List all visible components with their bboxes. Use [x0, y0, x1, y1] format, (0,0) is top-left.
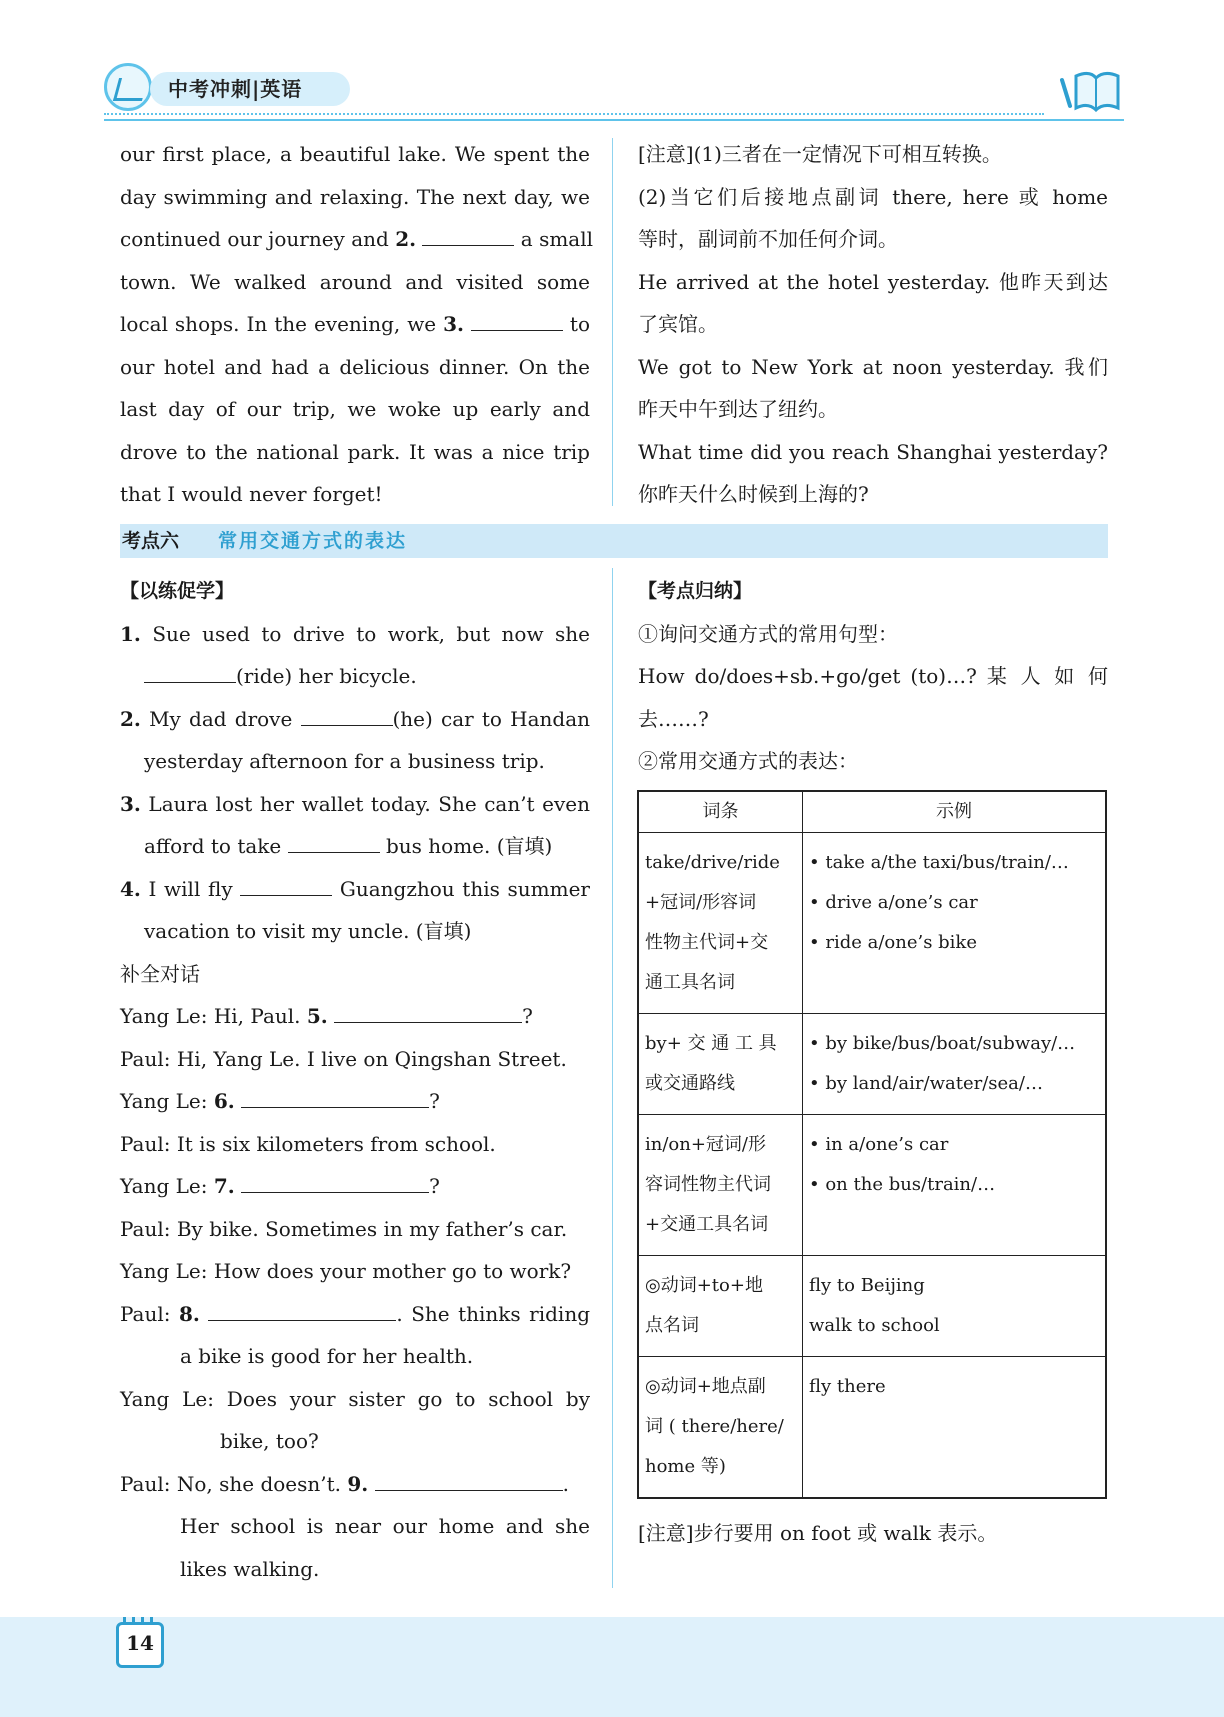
dialog-line: Paul: It is six kilometers from school. [120, 1131, 496, 1156]
answer-blank[interactable] [144, 660, 236, 683]
section-number: 考点六 [122, 530, 180, 552]
note-line: We got to New York at noon yesterday. 我们 [638, 354, 1108, 379]
table-row [639, 1013, 1105, 1114]
table-cell-example: • by bike/bus/boat/subway/… • by land/air/water/sea/… [809, 1033, 1076, 1094]
passage-line: local shops. In the evening, we 3. to [120, 303, 590, 346]
table-row [639, 1356, 1105, 1497]
header-rule [104, 119, 1124, 121]
summary-line: ①询问交通方式的常用句型： [638, 621, 898, 646]
passage-line: last day of our trip, we woke up early and [120, 397, 590, 421]
page-footer [0, 1617, 1224, 1717]
answer-blank[interactable] [240, 873, 332, 896]
answer-blank[interactable] [241, 1085, 429, 1108]
dialog-line: Yang Le: Does your sister go to school by [120, 1386, 590, 1411]
table-row [639, 832, 1105, 1013]
page-number: 14 [126, 1631, 154, 1655]
question-2: 2. My dad drove (he) car to Handan [120, 698, 590, 741]
section-title: 常用交通方式的表达 [218, 530, 408, 552]
dialog-line: Paul: 8. . She thinks riding [120, 1293, 590, 1336]
dialog-line-cont: likes walking. [180, 1556, 320, 1581]
passage-line: continued our journey and 2. a small [120, 218, 590, 261]
note-line: 等时，副词前不加任何介词。 [638, 227, 898, 251]
dialog-line: Paul: Hi, Yang Le. I live on Qingshan Street. [120, 1046, 567, 1071]
passage-line: town. We walked around and visited some [120, 269, 590, 294]
dialog-line: Paul: By bike. Sometimes in my father’s car. [120, 1216, 568, 1241]
column-divider-top [612, 138, 613, 506]
table-header-row [639, 792, 1105, 832]
table-header-cell: 示例 [936, 801, 972, 822]
table-row [639, 1255, 1105, 1356]
table-cell-term: ◎动词+地点副 词 ( there/here/ home 等) [639, 1357, 803, 1497]
summary-note [638, 1512, 1108, 1555]
note-line: (2)当它们后接地点副词 there, here 或 home [638, 184, 1108, 209]
header-dotted-rule [104, 113, 1044, 115]
table-cell-term: take/drive/ride +冠词/形容词 性物主代词+交 通工具名词 [639, 833, 803, 1013]
summary-section [638, 570, 1108, 783]
table-cell-term: in/on+冠词/形 容词性物主代词 +交通工具名词 [639, 1115, 803, 1255]
note-line: [注意](1)三者在一定情况下可相互转换。 [638, 142, 1002, 166]
dialog-line-cont: bike, too? [220, 1429, 319, 1453]
note-line: What time did you reach Shanghai yesterday? [638, 439, 1108, 464]
answer-blank[interactable] [208, 1298, 396, 1321]
question-3-cont: afford to take bus home. (盲填) [120, 825, 590, 868]
calendar-rings-icon [123, 1617, 159, 1625]
passage-line: that I would never forget! [120, 482, 383, 506]
summary-note-line: [注意]步行要用 on foot 或 walk 表示。 [638, 1521, 998, 1545]
column-divider-bottom [612, 568, 613, 1588]
page-header [0, 0, 1224, 130]
answer-blank[interactable] [301, 703, 393, 726]
dialog-line-cont: a bike is good for her health. [180, 1344, 474, 1368]
table-cell-example: • in a/one’s car • on the bus/train/… [809, 1134, 996, 1195]
note-text [638, 133, 1108, 516]
answer-blank[interactable] [241, 1170, 429, 1193]
question-1: 1. Sue used to drive to work, but now she [120, 621, 590, 646]
question-1-cont: (ride) her bicycle. [120, 655, 590, 698]
note-line: 你昨天什么时候到上海的? [638, 482, 869, 506]
answer-blank[interactable] [288, 830, 380, 853]
summary-heading: 【考点归纳】 [638, 580, 753, 602]
practice-section [120, 570, 590, 1590]
publisher-logo [104, 63, 152, 111]
passage-line: our hotel and had a delicious dinner. On the [120, 354, 590, 379]
open-book-icon [1058, 70, 1120, 114]
table-cell-example: • take a/the taxi/bus/train/… • drive a/one’s car • ride a/one’s bike [809, 852, 1069, 953]
passage-text [120, 133, 594, 516]
question-4: 4. I will fly Guangzhou this summer [120, 868, 590, 911]
dialog-heading: 补全对话 [120, 961, 200, 986]
dialog-line-cont: Her school is near our home and she [180, 1514, 590, 1538]
table-header-cell: 词条 [639, 792, 803, 832]
answer-blank[interactable] [334, 1000, 522, 1023]
passage-line: day swimming and relaxing. The next day, we [120, 184, 590, 209]
note-line: He arrived at the hotel yesterday. 他昨天到达 [638, 269, 1108, 294]
summary-line: 去……? [638, 706, 709, 731]
table-cell-term: ◎动词+to+地 点名词 [639, 1256, 803, 1356]
summary-line: How do/does+sb.+go/get (to)…? 某 人 如 何 [638, 664, 1108, 688]
answer-blank[interactable] [422, 223, 514, 246]
question-2-cont: yesterday afternoon for a business trip. [144, 749, 545, 773]
dialog-line: Yang Le: How does your mother go to work? [120, 1259, 572, 1283]
dialog-line: Yang Le: 6. ? [120, 1080, 590, 1123]
table-cell-term: by+ 交 通 工 具 或交通路线 [639, 1014, 803, 1114]
passage-line: drove to the national park. It was a nice trip [120, 439, 590, 464]
dialog-line: Yang Le: Hi, Paul. 5. ? [120, 995, 590, 1038]
table-cell-example: fly to Beijing walk to school [809, 1275, 940, 1336]
note-line: 了宾馆。 [638, 312, 718, 336]
note-line: 昨天中午到达了纽约。 [638, 397, 838, 421]
question-4-cont: vacation to visit my uncle. (盲填) [144, 919, 472, 943]
header-title: 中考冲刺|英语 [168, 77, 303, 101]
table-cell-example: fly there [809, 1376, 886, 1397]
table-row [639, 1114, 1105, 1255]
answer-blank[interactable] [471, 308, 563, 331]
summary-line: ②常用交通方式的表达： [638, 749, 858, 773]
dialog-line: Yang Le: 7. ? [120, 1165, 590, 1208]
answer-blank[interactable] [375, 1468, 563, 1491]
page-number-badge [116, 1622, 164, 1668]
question-3: 3. Laura lost her wallet today. She can’t even [120, 791, 590, 816]
dialog-line: Paul: No, she doesn’t. 9. . [120, 1463, 590, 1506]
transport-table [637, 790, 1107, 1499]
practice-heading: 【以练促学】 [120, 580, 235, 602]
passage-line: our first place, a beautiful lake. We spent the [120, 142, 590, 166]
